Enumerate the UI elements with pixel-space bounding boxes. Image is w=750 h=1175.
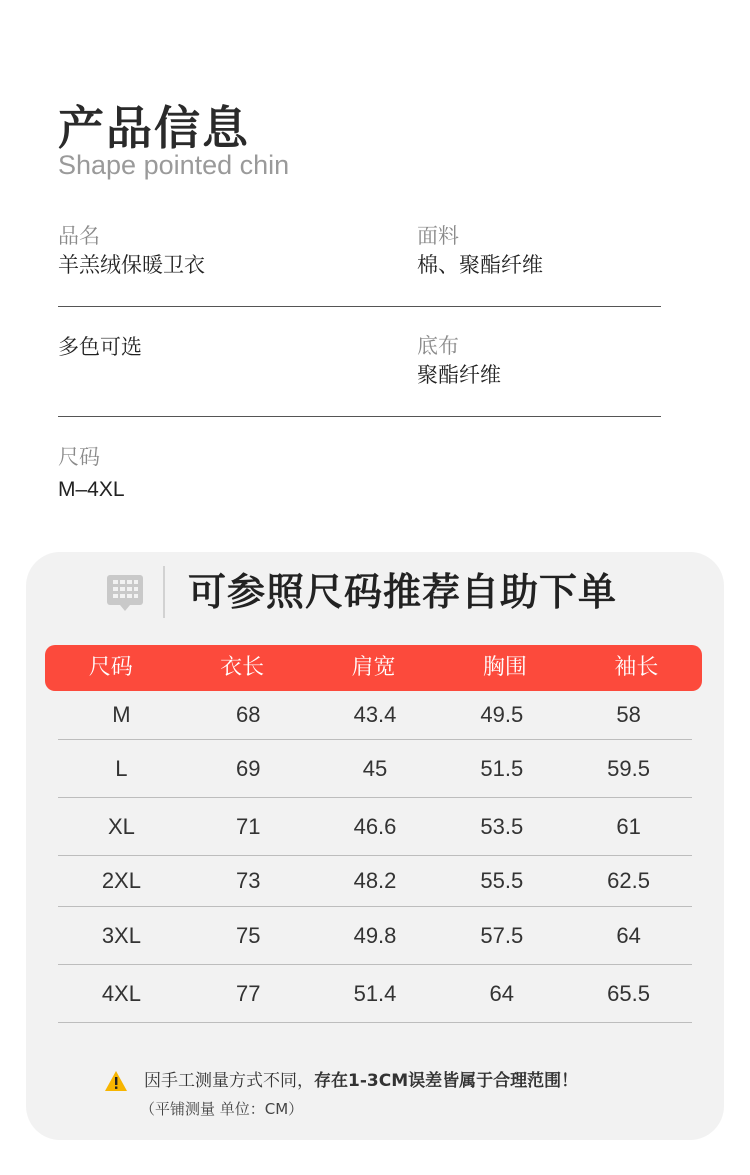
table-cell: 69 — [235, 755, 261, 781]
name-value: 羊羔绒保暖卫衣 — [58, 253, 205, 277]
page-title: 产品信息 — [58, 101, 250, 155]
table-row — [58, 740, 692, 798]
table-cell: XL — [107, 813, 135, 839]
table-cell: 68 — [235, 702, 261, 727]
table-cell: 64 — [489, 980, 515, 1006]
table-row — [58, 798, 692, 856]
table-cell: 73 — [235, 868, 261, 893]
table-cell: 51.5 — [480, 755, 524, 781]
info-color — [58, 332, 142, 362]
table-row — [58, 691, 692, 740]
table-cell: 61 — [616, 813, 641, 839]
header-divider — [163, 566, 165, 618]
table-cell: 75 — [235, 922, 261, 948]
table-cell: L — [115, 755, 128, 781]
table-row — [58, 856, 692, 907]
size-chart-card — [26, 552, 724, 1140]
note-text — [144, 1068, 578, 1094]
size-value: M–4XL — [58, 478, 125, 501]
size-label: 尺码 — [58, 445, 100, 469]
name-label: 品名 — [58, 224, 100, 248]
table-cell: 45 — [362, 755, 388, 781]
table-cell: 3XL — [101, 922, 141, 948]
table-cell: 58 — [616, 702, 641, 727]
table-cell: 59.5 — [607, 755, 650, 781]
warning-icon — [104, 1070, 128, 1092]
table-cell: 49.5 — [480, 702, 524, 727]
info-name — [58, 222, 205, 280]
table-cell: 51.4 — [353, 980, 397, 1006]
table-cell: 4XL — [101, 980, 141, 1006]
info-row-color-lining — [58, 332, 661, 417]
table-row — [58, 965, 692, 1023]
table-cell: 57.5 — [480, 922, 524, 948]
table-cell: 55.5 — [480, 868, 524, 893]
column-header-length: 衣长 — [220, 655, 265, 680]
note-subtext: （平铺测量 单位：CM） — [140, 1100, 304, 1118]
column-header-size: 尺码 — [88, 655, 133, 680]
size-table-header — [45, 645, 702, 691]
table-cell: 48.2 — [353, 868, 397, 893]
table-cell: 2XL — [101, 868, 141, 893]
color-value: 多色可选 — [58, 335, 142, 359]
table-cell: 62.5 — [607, 868, 650, 893]
table-cell: 65.5 — [607, 980, 650, 1006]
info-size — [58, 443, 125, 505]
info-row-size — [58, 443, 661, 513]
table-cell: 49.8 — [353, 922, 397, 948]
table-cell: 46.6 — [353, 813, 397, 839]
table-cell: 53.5 — [480, 813, 524, 839]
column-header-chest: 胸围 — [482, 655, 527, 680]
lining-label: 底布 — [417, 334, 459, 358]
info-fabric — [417, 222, 543, 280]
column-header-sleeve: 袖长 — [614, 655, 659, 680]
table-row — [58, 907, 692, 965]
size-chart-heading: 可参照尺码推荐自助下单 — [188, 570, 618, 614]
fabric-value: 棉、聚酯纤维 — [417, 253, 543, 277]
table-cell: M — [112, 702, 131, 727]
lining-value: 聚酯纤维 — [417, 363, 501, 387]
page-subtitle: Shape pointed chin — [58, 150, 290, 180]
table-cell: 71 — [235, 813, 261, 839]
note-text-bold: 存在1-3CM误差皆属于合理范围！ — [314, 1071, 579, 1091]
table-cell: 64 — [616, 922, 641, 948]
table-cell: 77 — [235, 980, 261, 1006]
info-row-name-fabric — [58, 222, 661, 307]
note-text-prefix: 因手工测量方式不同， — [144, 1071, 314, 1091]
size-chart-header — [26, 552, 724, 632]
table-cell: 43.4 — [353, 702, 397, 727]
grid-chat-icon — [106, 574, 144, 612]
column-header-shoulder: 肩宽 — [351, 655, 396, 680]
info-lining — [417, 332, 501, 390]
fabric-label: 面料 — [417, 224, 459, 248]
